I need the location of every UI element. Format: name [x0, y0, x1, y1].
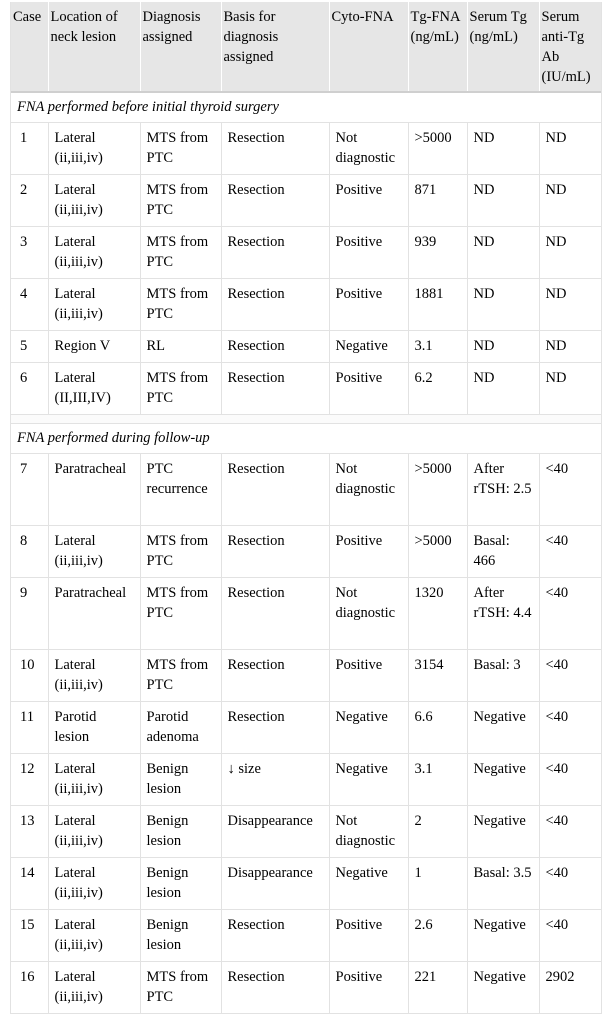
- cell-serum-tg: Negative: [467, 910, 539, 962]
- cell-tg-fna: 2: [408, 806, 467, 858]
- cell-location: Lateral (ii,iii,iv): [48, 279, 140, 331]
- section-spacer: [11, 415, 601, 424]
- cell-case: 8: [11, 526, 48, 578]
- cell-tg-fna: 1320: [408, 578, 467, 650]
- cell-anti-tg-ab: <40: [539, 754, 601, 806]
- header-cyto-fna: Cyto-FNA: [329, 2, 408, 92]
- table-header: [11, 2, 601, 92]
- cell-cyto-fna: Positive: [329, 363, 408, 415]
- cell-basis: Resection: [221, 910, 329, 962]
- cell-basis: Resection: [221, 279, 329, 331]
- cell-anti-tg-ab: ND: [539, 227, 601, 279]
- header-diagnosis: Diagnosis assigned: [140, 2, 221, 92]
- cell-serum-tg: ND: [467, 363, 539, 415]
- cell-case: 1: [11, 123, 48, 175]
- cell-anti-tg-ab: <40: [539, 806, 601, 858]
- cell-anti-tg-ab: <40: [539, 650, 601, 702]
- table-row: [11, 910, 601, 962]
- cell-cyto-fna: Positive: [329, 650, 408, 702]
- cell-tg-fna: 1: [408, 858, 467, 910]
- cell-case: 6: [11, 363, 48, 415]
- section-heading-row: [11, 92, 601, 123]
- table-row: [11, 962, 601, 1014]
- cell-basis: Resection: [221, 227, 329, 279]
- cell-location: Parotid lesion: [48, 702, 140, 754]
- cell-diagnosis: Parotid adenoma: [140, 702, 221, 754]
- table-row: [11, 650, 601, 702]
- cell-diagnosis: Benign lesion: [140, 806, 221, 858]
- cell-serum-tg: Negative: [467, 754, 539, 806]
- cell-location: Lateral (ii,iii,iv): [48, 227, 140, 279]
- cell-basis: Resection: [221, 454, 329, 526]
- cell-location: Lateral (ii,iii,iv): [48, 650, 140, 702]
- table-row: [11, 454, 601, 526]
- table-row: [11, 858, 601, 910]
- table-row: [11, 331, 601, 363]
- cell-diagnosis: Benign lesion: [140, 910, 221, 962]
- cell-case: 9: [11, 578, 48, 650]
- cell-basis: Disappearance: [221, 858, 329, 910]
- cell-case: 14: [11, 858, 48, 910]
- header-basis: Basis for diagnosis assigned: [221, 2, 329, 92]
- cell-anti-tg-ab: <40: [539, 526, 601, 578]
- cell-anti-tg-ab: ND: [539, 123, 601, 175]
- cell-cyto-fna: Negative: [329, 331, 408, 363]
- cell-diagnosis: MTS from PTC: [140, 650, 221, 702]
- cell-anti-tg-ab: 2902: [539, 962, 601, 1014]
- cell-tg-fna: 3.1: [408, 754, 467, 806]
- cell-location: Lateral (ii,iii,iv): [48, 175, 140, 227]
- cell-tg-fna: 939: [408, 227, 467, 279]
- table-row: [11, 526, 601, 578]
- cell-tg-fna: >5000: [408, 123, 467, 175]
- table-row: [11, 578, 601, 650]
- cell-basis: Resection: [221, 175, 329, 227]
- cell-basis: Resection: [221, 123, 329, 175]
- header-serum-tg: Serum Tg (ng/mL): [467, 2, 539, 92]
- cell-serum-tg: Basal: 3: [467, 650, 539, 702]
- cell-tg-fna: 3154: [408, 650, 467, 702]
- table-row: [11, 363, 601, 415]
- cell-tg-fna: 6.6: [408, 702, 467, 754]
- cell-serum-tg: ND: [467, 227, 539, 279]
- cell-location: Lateral (II,III,IV): [48, 363, 140, 415]
- header-location: Location of neck lesion: [48, 2, 140, 92]
- cell-tg-fna: 221: [408, 962, 467, 1014]
- cell-case: 4: [11, 279, 48, 331]
- cell-serum-tg: After rTSH: 4.4: [467, 578, 539, 650]
- cell-anti-tg-ab: <40: [539, 578, 601, 650]
- cell-basis: Resection: [221, 331, 329, 363]
- cell-anti-tg-ab: <40: [539, 454, 601, 526]
- section-title: FNA performed before initial thyroid surgery: [11, 92, 601, 123]
- cell-diagnosis: PTC recurrence: [140, 454, 221, 526]
- table-body: [11, 92, 601, 1014]
- cell-location: Lateral (ii,iii,iv): [48, 962, 140, 1014]
- cell-cyto-fna: Negative: [329, 702, 408, 754]
- table-row: [11, 227, 601, 279]
- cell-diagnosis: MTS from PTC: [140, 578, 221, 650]
- cell-basis: Resection: [221, 962, 329, 1014]
- header-case: Case: [11, 2, 48, 92]
- cell-basis: Resection: [221, 650, 329, 702]
- cell-location: Lateral (ii,iii,iv): [48, 123, 140, 175]
- cell-anti-tg-ab: <40: [539, 910, 601, 962]
- cell-case: 2: [11, 175, 48, 227]
- cell-diagnosis: Benign lesion: [140, 754, 221, 806]
- cell-diagnosis: MTS from PTC: [140, 279, 221, 331]
- cell-diagnosis: MTS from PTC: [140, 175, 221, 227]
- table-row: [11, 123, 601, 175]
- cell-case: 3: [11, 227, 48, 279]
- header-anti-tg-ab: Serum anti-Tg Ab (IU/mL): [539, 2, 601, 92]
- cell-cyto-fna: Positive: [329, 175, 408, 227]
- cell-tg-fna: 3.1: [408, 331, 467, 363]
- cell-case: 12: [11, 754, 48, 806]
- table-row: [11, 279, 601, 331]
- cell-serum-tg: Negative: [467, 806, 539, 858]
- cell-anti-tg-ab: ND: [539, 175, 601, 227]
- cell-cyto-fna: Positive: [329, 962, 408, 1014]
- fna-results-table: [11, 2, 601, 1014]
- cell-tg-fna: >5000: [408, 454, 467, 526]
- cell-anti-tg-ab: ND: [539, 331, 601, 363]
- cell-tg-fna: 2.6: [408, 910, 467, 962]
- cell-serum-tg: ND: [467, 123, 539, 175]
- cell-cyto-fna: Not diagnostic: [329, 454, 408, 526]
- cell-serum-tg: ND: [467, 175, 539, 227]
- cell-anti-tg-ab: ND: [539, 363, 601, 415]
- cell-cyto-fna: Not diagnostic: [329, 578, 408, 650]
- cell-basis: Resection: [221, 363, 329, 415]
- cell-cyto-fna: Positive: [329, 526, 408, 578]
- cell-case: 13: [11, 806, 48, 858]
- cell-serum-tg: Negative: [467, 702, 539, 754]
- data-table-wrapper: [10, 2, 602, 1014]
- cell-serum-tg: ND: [467, 279, 539, 331]
- table-row: [11, 702, 601, 754]
- cell-location: Lateral (ii,iii,iv): [48, 858, 140, 910]
- cell-case: 16: [11, 962, 48, 1014]
- header-row: [11, 2, 601, 92]
- cell-case: 5: [11, 331, 48, 363]
- cell-cyto-fna: Not diagnostic: [329, 806, 408, 858]
- cell-cyto-fna: Negative: [329, 754, 408, 806]
- cell-tg-fna: 871: [408, 175, 467, 227]
- cell-serum-tg: Basal: 3.5: [467, 858, 539, 910]
- cell-diagnosis: MTS from PTC: [140, 123, 221, 175]
- cell-case: 15: [11, 910, 48, 962]
- section-heading-row: [11, 424, 601, 454]
- table-row: [11, 806, 601, 858]
- cell-location: Lateral (ii,iii,iv): [48, 806, 140, 858]
- cell-serum-tg: Negative: [467, 962, 539, 1014]
- cell-diagnosis: MTS from PTC: [140, 363, 221, 415]
- cell-tg-fna: 1881: [408, 279, 467, 331]
- cell-location: Lateral (ii,iii,iv): [48, 754, 140, 806]
- cell-diagnosis: RL: [140, 331, 221, 363]
- header-tg-fna: Tg-FNA (ng/mL): [408, 2, 467, 92]
- cell-cyto-fna: Negative: [329, 858, 408, 910]
- cell-diagnosis: MTS from PTC: [140, 227, 221, 279]
- cell-basis: ↓ size: [221, 754, 329, 806]
- cell-case: 11: [11, 702, 48, 754]
- cell-case: 10: [11, 650, 48, 702]
- cell-anti-tg-ab: <40: [539, 858, 601, 910]
- cell-diagnosis: Benign lesion: [140, 858, 221, 910]
- cell-basis: Resection: [221, 578, 329, 650]
- cell-diagnosis: MTS from PTC: [140, 526, 221, 578]
- cell-location: Lateral (ii,iii,iv): [48, 910, 140, 962]
- table-row: [11, 175, 601, 227]
- cell-cyto-fna: Positive: [329, 227, 408, 279]
- cell-basis: Disappearance: [221, 806, 329, 858]
- cell-basis: Resection: [221, 702, 329, 754]
- section-title: FNA performed during follow-up: [11, 424, 601, 454]
- cell-serum-tg: ND: [467, 331, 539, 363]
- cell-cyto-fna: Positive: [329, 910, 408, 962]
- cell-cyto-fna: Positive: [329, 279, 408, 331]
- table-row: [11, 754, 601, 806]
- cell-tg-fna: 6.2: [408, 363, 467, 415]
- cell-location: Region V: [48, 331, 140, 363]
- cell-anti-tg-ab: <40: [539, 702, 601, 754]
- cell-cyto-fna: Not diagnostic: [329, 123, 408, 175]
- cell-case: 7: [11, 454, 48, 526]
- cell-location: Lateral (ii,iii,iv): [48, 526, 140, 578]
- cell-location: Paratracheal: [48, 578, 140, 650]
- cell-basis: Resection: [221, 526, 329, 578]
- section-spacer-cell: [11, 415, 601, 424]
- cell-tg-fna: >5000: [408, 526, 467, 578]
- cell-serum-tg: After rTSH: 2.5: [467, 454, 539, 526]
- cell-diagnosis: MTS from PTC: [140, 962, 221, 1014]
- cell-location: Paratracheal: [48, 454, 140, 526]
- cell-serum-tg: Basal: 466: [467, 526, 539, 578]
- cell-anti-tg-ab: ND: [539, 279, 601, 331]
